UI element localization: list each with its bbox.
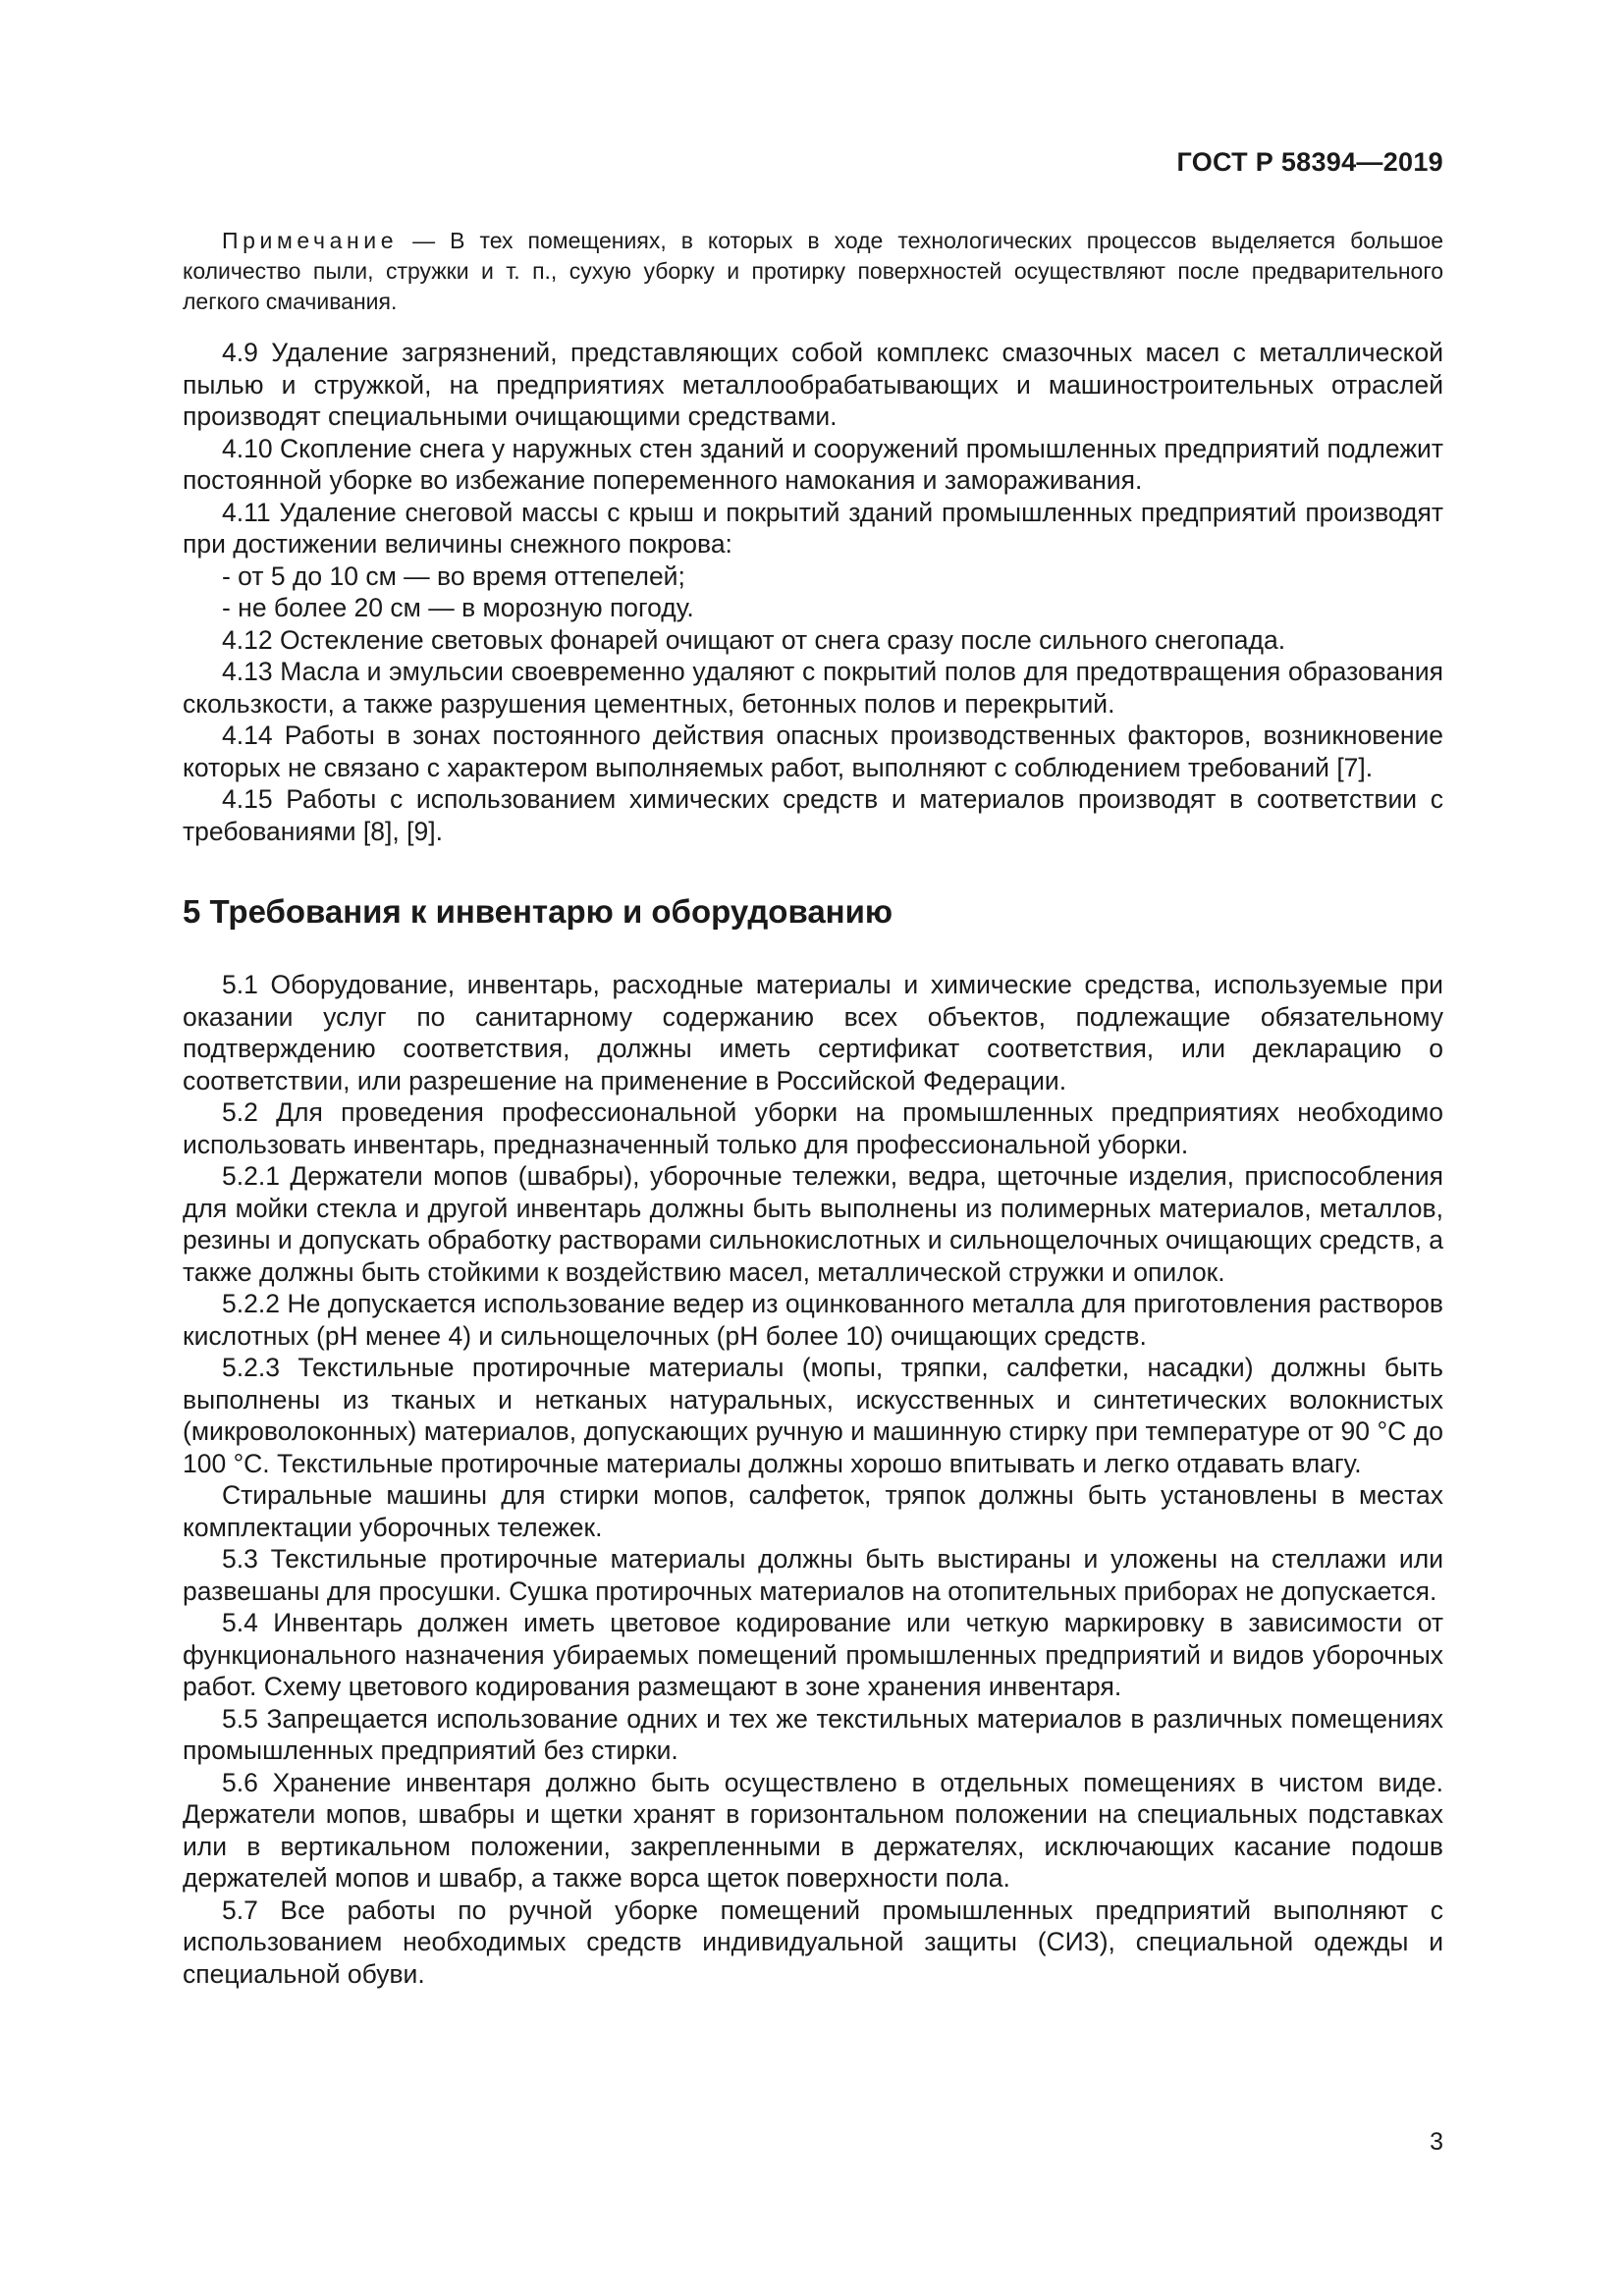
clause-4-14: 4.14 Работы в зонах постоянного действия опасных производственных факторов, возникновение которых не связано с характером выполняемых работ, выполняют с соблюдением требований [7].	[183, 721, 1443, 782]
page-content	[183, 226, 1443, 1990]
clause-4-12: 4.12 Остекление световых фонарей очищают от снега сразу после сильного снегопада.	[222, 624, 1286, 655]
clause-5-2: 5.2 Для проведения профессиональной уборки на промышленных предприятиях необходимо использовать инвентарь, предназначенный только для профессиональной уборки.	[183, 1097, 1443, 1159]
clause-4-11: 4.11 Удаление снеговой массы с крыш и покрытий зданий промышленных предприятий производят при достижении величины снежного покрова:	[183, 497, 1443, 559]
clause-5-3: 5.3 Текстильные протирочные материалы должны быть выстираны и уложены на стеллажи или развешаны для просушки. Сушка протирочных материалов на отопительных приборах не допускается.	[183, 1544, 1443, 1606]
clause-5-2-1: 5.2.1 Держатели мопов (швабры), уборочные тележки, ведра, щеточные изделия, приспособления для мойки стекла и другой инвентарь должны быть выполнены из полимерных материалов, металлов, резины и допускать обработку растворами сильнокислотных и сильнощелочных очищающих средств, а также должны быть стойкими к воздействию масел, металлической стружки и опилок.	[183, 1161, 1443, 1287]
clause-5-4: 5.4 Инвентарь должен иметь цветовое кодирование или четкую маркировку в зависимости от функционального назначения убираемых помещений промышленных предприятий и видов уборочных работ. Схему цветового кодирования размещают в зоне хранения инвентаря.	[183, 1608, 1443, 1701]
document-code-header: ГОСТ Р 58394—2019	[1176, 147, 1443, 177]
section-5-heading: 5 Требования к инвентарю и оборудованию	[183, 893, 893, 930]
note-paragraph	[183, 226, 1443, 317]
page-number: 3	[1430, 2128, 1443, 2156]
clause-5-2-2: 5.2.2 Не допускается использование ведер из оцинкованного металла для приготовления растворов кислотных (рН менее 4) и сильнощелочных (рН более 10) очищающих средств.	[183, 1289, 1443, 1351]
clause-4-9: 4.9 Удаление загрязнений, представляющих собой комплекс смазочных масел с металлической пылью и стружкой, на предприятиях металлообрабатывающих и машиностроительных отраслей производят специальными очищающими средствами.	[183, 338, 1443, 431]
clause-4-15: 4.15 Работы с использованием химических средств и материалов производят в соответствии с требованиями [8], [9].	[183, 784, 1443, 846]
clause-4-11-item-1: - от 5 до 10 см — во время оттепелей;	[222, 561, 685, 591]
clause-5-6: 5.6 Хранение инвентаря должно быть осуществлено в отдельных помещениях в чистом виде. Держатели мопов, швабры и щетки хранят в горизонтальном положении на специальных подставках или в вертикальном положении, закрепленными в держателях, исключающих касание подошв держателей мопов и швабр, а также ворса щеток поверхности пола.	[183, 1767, 1443, 1893]
clause-5-2-3-continuation: Стиральные машины для стирки мопов, салфеток, тряпок должны быть установлены в местах комплектации уборочных тележек.	[183, 1480, 1443, 1542]
note-label: Примечание	[222, 228, 399, 253]
clause-4-10: 4.10 Скопление снега у наружных стен зданий и сооружений промышленных предприятий подлежит постоянной уборке во избежание попеременного намокания и замораживания.	[183, 433, 1443, 495]
clause-5-7: 5.7 Все работы по ручной уборке помещений промышленных предприятий выполняют с использованием необходимых средств индивидуальной защиты (СИЗ), специальной одежды и специальной обуви.	[183, 1895, 1443, 1989]
clause-5-2-3: 5.2.3 Текстильные протирочные материалы (мопы, тряпки, салфетки, насадки) должны быть выполнены из тканых и нетканых натуральных, искусственных и синтетических волокнистых (микроволоконных) материалов, допускающих ручную и машинную стирку при температуре от 90 °С до 100 °С. Текстильные протирочные материалы должны хорошо впитывать и легко отдавать влагу.	[183, 1353, 1443, 1478]
clause-5-5: 5.5 Запрещается использование одних и тех же текстильных материалов в различных помещениях промышленных предприятий без стирки.	[183, 1703, 1443, 1765]
clause-4-11-item-2: - не более 20 см — в морозную погоду.	[222, 593, 694, 622]
note-text: — В тех помещениях, в которых в ходе технологических процессов выделяется большое количество пыли, стружки и т. п., сухую уборку и протирку поверхностей осуществляют после предварительного легкого смачивания.	[183, 228, 1443, 314]
clause-5-1: 5.1 Оборудование, инвентарь, расходные материалы и химические средства, используемые при оказании услуг по санитарному содержанию всех объектов, подлежащие обязательному подтверждению соответствия, должны иметь сертификат соответствия, или декларацию о соответствии, или разрешение на применение в Российской Федерации.	[183, 970, 1443, 1095]
clause-4-13: 4.13 Масла и эмульсии своевременно удаляют с покрытий полов для предотвращения образования скользкости, а также разрушения цементных, бетонных полов и перекрытий.	[183, 657, 1443, 719]
